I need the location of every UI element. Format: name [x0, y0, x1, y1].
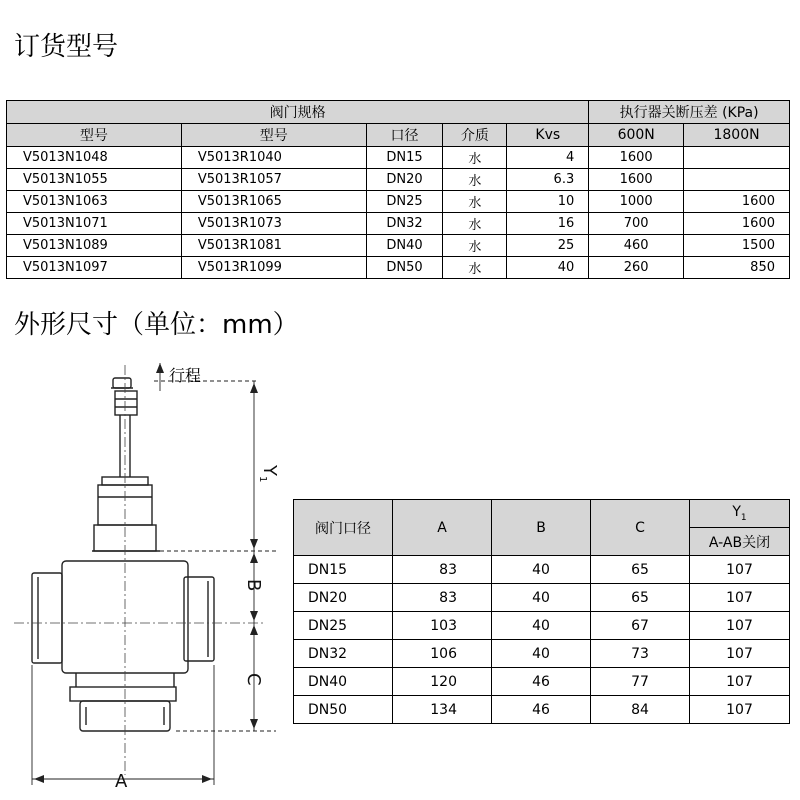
cell-model-r: V5013R1065 [181, 191, 366, 213]
table-row [294, 640, 790, 668]
b-dimension-label: B [243, 579, 264, 592]
cell-600n: 260 [589, 257, 684, 279]
dimension-header-row [294, 500, 790, 528]
cell-model-r: V5013R1057 [181, 169, 366, 191]
cell-model-r: V5013R1081 [181, 235, 366, 257]
y1-dimension-label [257, 464, 280, 482]
cell-1800n [684, 147, 790, 169]
table-row [7, 191, 790, 213]
order-heading: 订货型号 [14, 32, 119, 62]
cell-medium: 水 [443, 213, 507, 235]
cell-1800n: 850 [684, 257, 790, 279]
cell-c: 73 [591, 640, 690, 668]
cell-model-r: V5013R1099 [181, 257, 366, 279]
cell-kvs: 4 [507, 147, 589, 169]
cell-medium: 水 [443, 169, 507, 191]
table-row [7, 235, 790, 257]
col-600n: 600N [589, 124, 684, 147]
cell-model-r: V5013R1073 [181, 213, 366, 235]
cell-valve-size: DN15 [294, 556, 393, 584]
cell-model-n: V5013N1063 [7, 191, 182, 213]
cell-y1: 107 [690, 612, 790, 640]
col-kvs: Kvs [507, 124, 589, 147]
dimension-table [293, 499, 790, 724]
col-y1-subscript: 1 [740, 512, 747, 523]
col-y1-desc: A-AB关闭 [690, 528, 790, 556]
cell-c: 77 [591, 668, 690, 696]
order-group-header-row [7, 101, 790, 124]
cell-kvs: 16 [507, 213, 589, 235]
cell-a: 103 [393, 612, 492, 640]
cell-b: 40 [492, 640, 591, 668]
col-y1 [690, 500, 790, 528]
cell-size: DN50 [366, 257, 443, 279]
cell-model-n: V5013N1089 [7, 235, 182, 257]
col-1800n: 1800N [684, 124, 790, 147]
cell-600n: 700 [589, 213, 684, 235]
group-actuator-pressure: 执行器关断压差 (KPa) [589, 101, 790, 124]
cell-medium: 水 [443, 147, 507, 169]
stem-nut-shape [115, 391, 137, 415]
y1-letter: Y [259, 465, 280, 476]
order-table [6, 100, 790, 279]
stroke-label: 行程 [169, 366, 202, 385]
cell-c: 67 [591, 612, 690, 640]
cell-600n: 1600 [589, 147, 684, 169]
cell-600n: 1600 [589, 169, 684, 191]
cell-model-r: V5013R1040 [181, 147, 366, 169]
cell-kvs: 25 [507, 235, 589, 257]
cell-600n: 460 [589, 235, 684, 257]
bottom-flange-shape [70, 687, 176, 701]
cell-1800n: 1600 [684, 213, 790, 235]
cell-b: 40 [492, 556, 591, 584]
cell-a: 120 [393, 668, 492, 696]
cell-1800n: 1600 [684, 191, 790, 213]
cell-b: 46 [492, 696, 591, 724]
cell-c: 65 [591, 584, 690, 612]
col-y1-letter: Y [732, 504, 741, 521]
cell-size: DN25 [366, 191, 443, 213]
cell-y1: 107 [690, 668, 790, 696]
cell-size: DN32 [366, 213, 443, 235]
cell-kvs: 10 [507, 191, 589, 213]
cell-y1: 107 [690, 584, 790, 612]
cell-model-n: V5013N1055 [7, 169, 182, 191]
group-valve-spec: 阀门规格 [7, 101, 589, 124]
col-model-r: 型号 [181, 124, 366, 147]
cell-y1: 107 [690, 640, 790, 668]
cell-valve-size: DN32 [294, 640, 393, 668]
col-c: C [591, 500, 690, 556]
cell-y1: 107 [690, 556, 790, 584]
cell-b: 46 [492, 668, 591, 696]
cell-y1: 107 [690, 696, 790, 724]
cell-medium: 水 [443, 257, 507, 279]
cell-model-n: V5013N1097 [7, 257, 182, 279]
cell-size: DN40 [366, 235, 443, 257]
cell-size: DN15 [366, 147, 443, 169]
a-dimension-label: A [115, 771, 128, 792]
col-size: 口径 [366, 124, 443, 147]
col-model-n: 型号 [7, 124, 182, 147]
cell-valve-size: DN20 [294, 584, 393, 612]
order-column-header-row [7, 124, 790, 147]
cell-medium: 水 [443, 235, 507, 257]
col-b: B [492, 500, 591, 556]
cell-size: DN20 [366, 169, 443, 191]
cell-medium: 水 [443, 191, 507, 213]
cell-a: 83 [393, 556, 492, 584]
cell-model-n: V5013N1071 [7, 213, 182, 235]
cell-valve-size: DN25 [294, 612, 393, 640]
cell-a: 83 [393, 584, 492, 612]
table-row [294, 584, 790, 612]
table-row [7, 169, 790, 191]
cell-1800n: 1500 [684, 235, 790, 257]
y1-subscript: 1 [257, 476, 268, 483]
cell-valve-size: DN40 [294, 668, 393, 696]
valve-dimension-drawing [14, 355, 284, 795]
col-medium: 介质 [443, 124, 507, 147]
cell-b: 40 [492, 612, 591, 640]
cell-model-n: V5013N1048 [7, 147, 182, 169]
table-row [7, 213, 790, 235]
cell-c: 84 [591, 696, 690, 724]
stem-cap-shape [113, 378, 131, 388]
table-row [294, 696, 790, 724]
table-row [7, 257, 790, 279]
table-row [294, 556, 790, 584]
cell-c: 65 [591, 556, 690, 584]
table-row [294, 668, 790, 696]
cell-kvs: 40 [507, 257, 589, 279]
table-row [7, 147, 790, 169]
col-a: A [393, 500, 492, 556]
cell-b: 40 [492, 584, 591, 612]
cell-kvs: 6.3 [507, 169, 589, 191]
cell-1800n [684, 169, 790, 191]
cell-a: 106 [393, 640, 492, 668]
cell-valve-size: DN50 [294, 696, 393, 724]
dimensions-heading: 外形尺寸（单位：mm） [14, 310, 299, 340]
table-row [294, 612, 790, 640]
cell-600n: 1000 [589, 191, 684, 213]
left-port-shape [32, 573, 62, 663]
cell-a: 134 [393, 696, 492, 724]
col-valve-size: 阀门口径 [294, 500, 393, 556]
c-dimension-label: C [243, 673, 264, 686]
